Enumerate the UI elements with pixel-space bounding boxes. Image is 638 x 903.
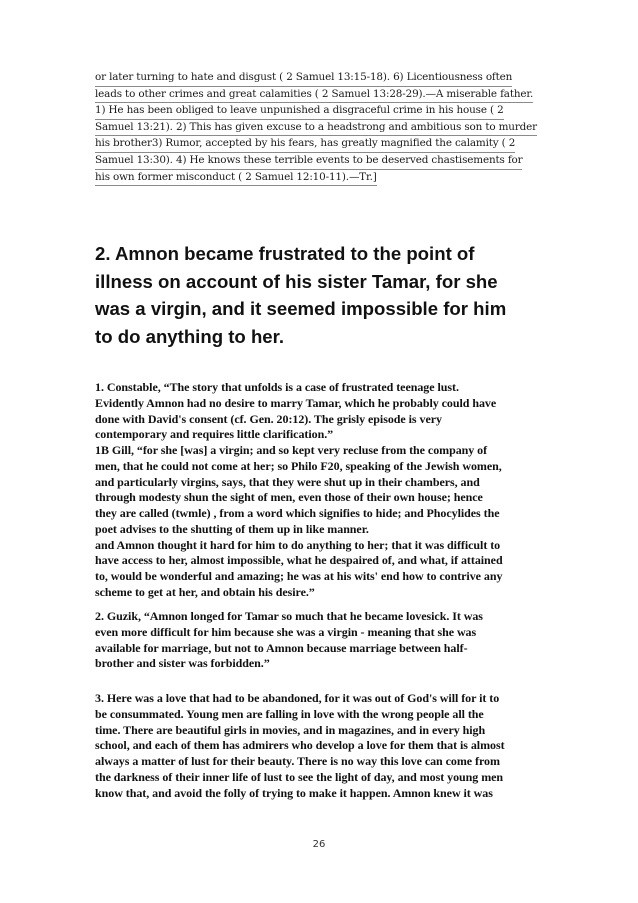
footnote-line: or later turning to hate and disgust ( 2 Samuel 13:15-18). 6) Licentiousness often <box>95 70 512 87</box>
paragraph-line: they are called (twmle) , from a word which signifies to hide; and Phocylides the <box>95 506 500 520</box>
paragraph-line: even more difficult for him because she was a virgin - meaning that she was <box>95 624 477 639</box>
paragraph-line: 3. Here was a love that had to be abandoned, for it was out of God's will for it to <box>95 691 500 705</box>
footnote-line: his brother3) Rumor, accepted by his fears, has greatly magnified the calamity ( 2 <box>95 136 515 153</box>
gill-paragraph <box>95 443 547 601</box>
paragraph-line: scheme to get at her, and obtain his desire.” <box>95 584 315 599</box>
paragraph-line: available for marriage, but not to Amnon because marriage between half- <box>95 640 468 655</box>
footnote-line: Samuel 13:30). 4) He knows these terrible events to be deserved chastisements for <box>95 153 522 170</box>
section-heading <box>95 240 555 350</box>
paragraph-line: 2. Guzik, “Amnon longed for Tamar so much that he became lovesick. It was <box>95 609 483 623</box>
paragraph-line: and particularly virgins, says, that they were shut up in their chambers, and <box>95 474 480 489</box>
heading-line: to do anything to her. <box>95 325 285 347</box>
paragraph-line: always a matter of lust for their beauty. There is no way this love can come from <box>95 754 500 768</box>
paragraph-line: know that, and avoid the folly of trying to make it happen. Amnon knew it was <box>95 785 493 800</box>
paragraph-line: and Amnon thought it hard for him to do anything to her; that it was difficult to <box>95 537 501 552</box>
paragraph-line: be consummated. Young men are falling in love with the wrong people all the <box>95 706 484 721</box>
paragraph-line: men, that he could not come at her; so Philo F20, speaking of the Jewish women, <box>95 458 502 473</box>
paragraph-line: poet advises to the shutting of them up in like manner. <box>95 521 369 536</box>
heading-line: 2. Amnon became frustrated to the point of <box>95 243 475 264</box>
footnote-line: 1) He has been obliged to leave unpunished a disgraceful crime in his house ( 2 <box>95 103 504 120</box>
paragraph-line: have access to her, almost impossible, what he despaired of, and what, if attained <box>95 553 503 568</box>
paragraph-line: 1. Constable, “The story that unfolds is a case of frustrated teenage lust. <box>95 380 459 394</box>
paragraph-line: 1B Gill, “for she [was] a virgin; and so kept very recluse from the company of <box>95 443 488 457</box>
paragraph-line: to, would be wonderful and amazing; he was at his wits' end how to contrive any <box>95 569 503 583</box>
love-paragraph <box>95 691 547 801</box>
paragraph-line: brother and sister was forbidden.” <box>95 656 270 671</box>
heading-line: illness on account of his sister Tamar, for she <box>95 270 498 292</box>
guzik-paragraph <box>95 609 547 672</box>
paragraph-line: done with David's consent (cf. Gen. 20:12). The grisly episode is very <box>95 411 442 426</box>
translator-footnote <box>95 70 555 186</box>
footnote-line: Samuel 13:21). 2) This has given excuse to a headstrong and ambitious son to murder <box>95 120 537 137</box>
constable-paragraph <box>95 380 547 443</box>
paragraph-line: through modesty shun the sight of men, even those of their own house; hence <box>95 490 483 505</box>
paragraph-line: Evidently Amnon had no desire to marry Tamar, which he probably could have <box>95 395 497 410</box>
paragraph-line: the darkness of their inner life of lust to see the light of day, and most young men <box>95 769 504 784</box>
paragraph-line: contemporary and requires little clarification.” <box>95 427 334 442</box>
page-number: 26 <box>312 839 326 850</box>
heading-line: was a virgin, and it seemed impossible for him <box>95 298 507 319</box>
footnote-line: his own former misconduct ( 2 Samuel 12:10-11).—Tr.] <box>95 170 377 187</box>
paragraph-line: school, and each of them has admirers who develop a love for them that is almost <box>95 738 505 753</box>
paragraph-line: time. There are beautiful girls in movies, and in magazines, and in every high <box>95 722 486 737</box>
footnote-line: leads to other crimes and great calamities ( 2 Samuel 13:28-29).—A miserable father. <box>95 87 533 104</box>
